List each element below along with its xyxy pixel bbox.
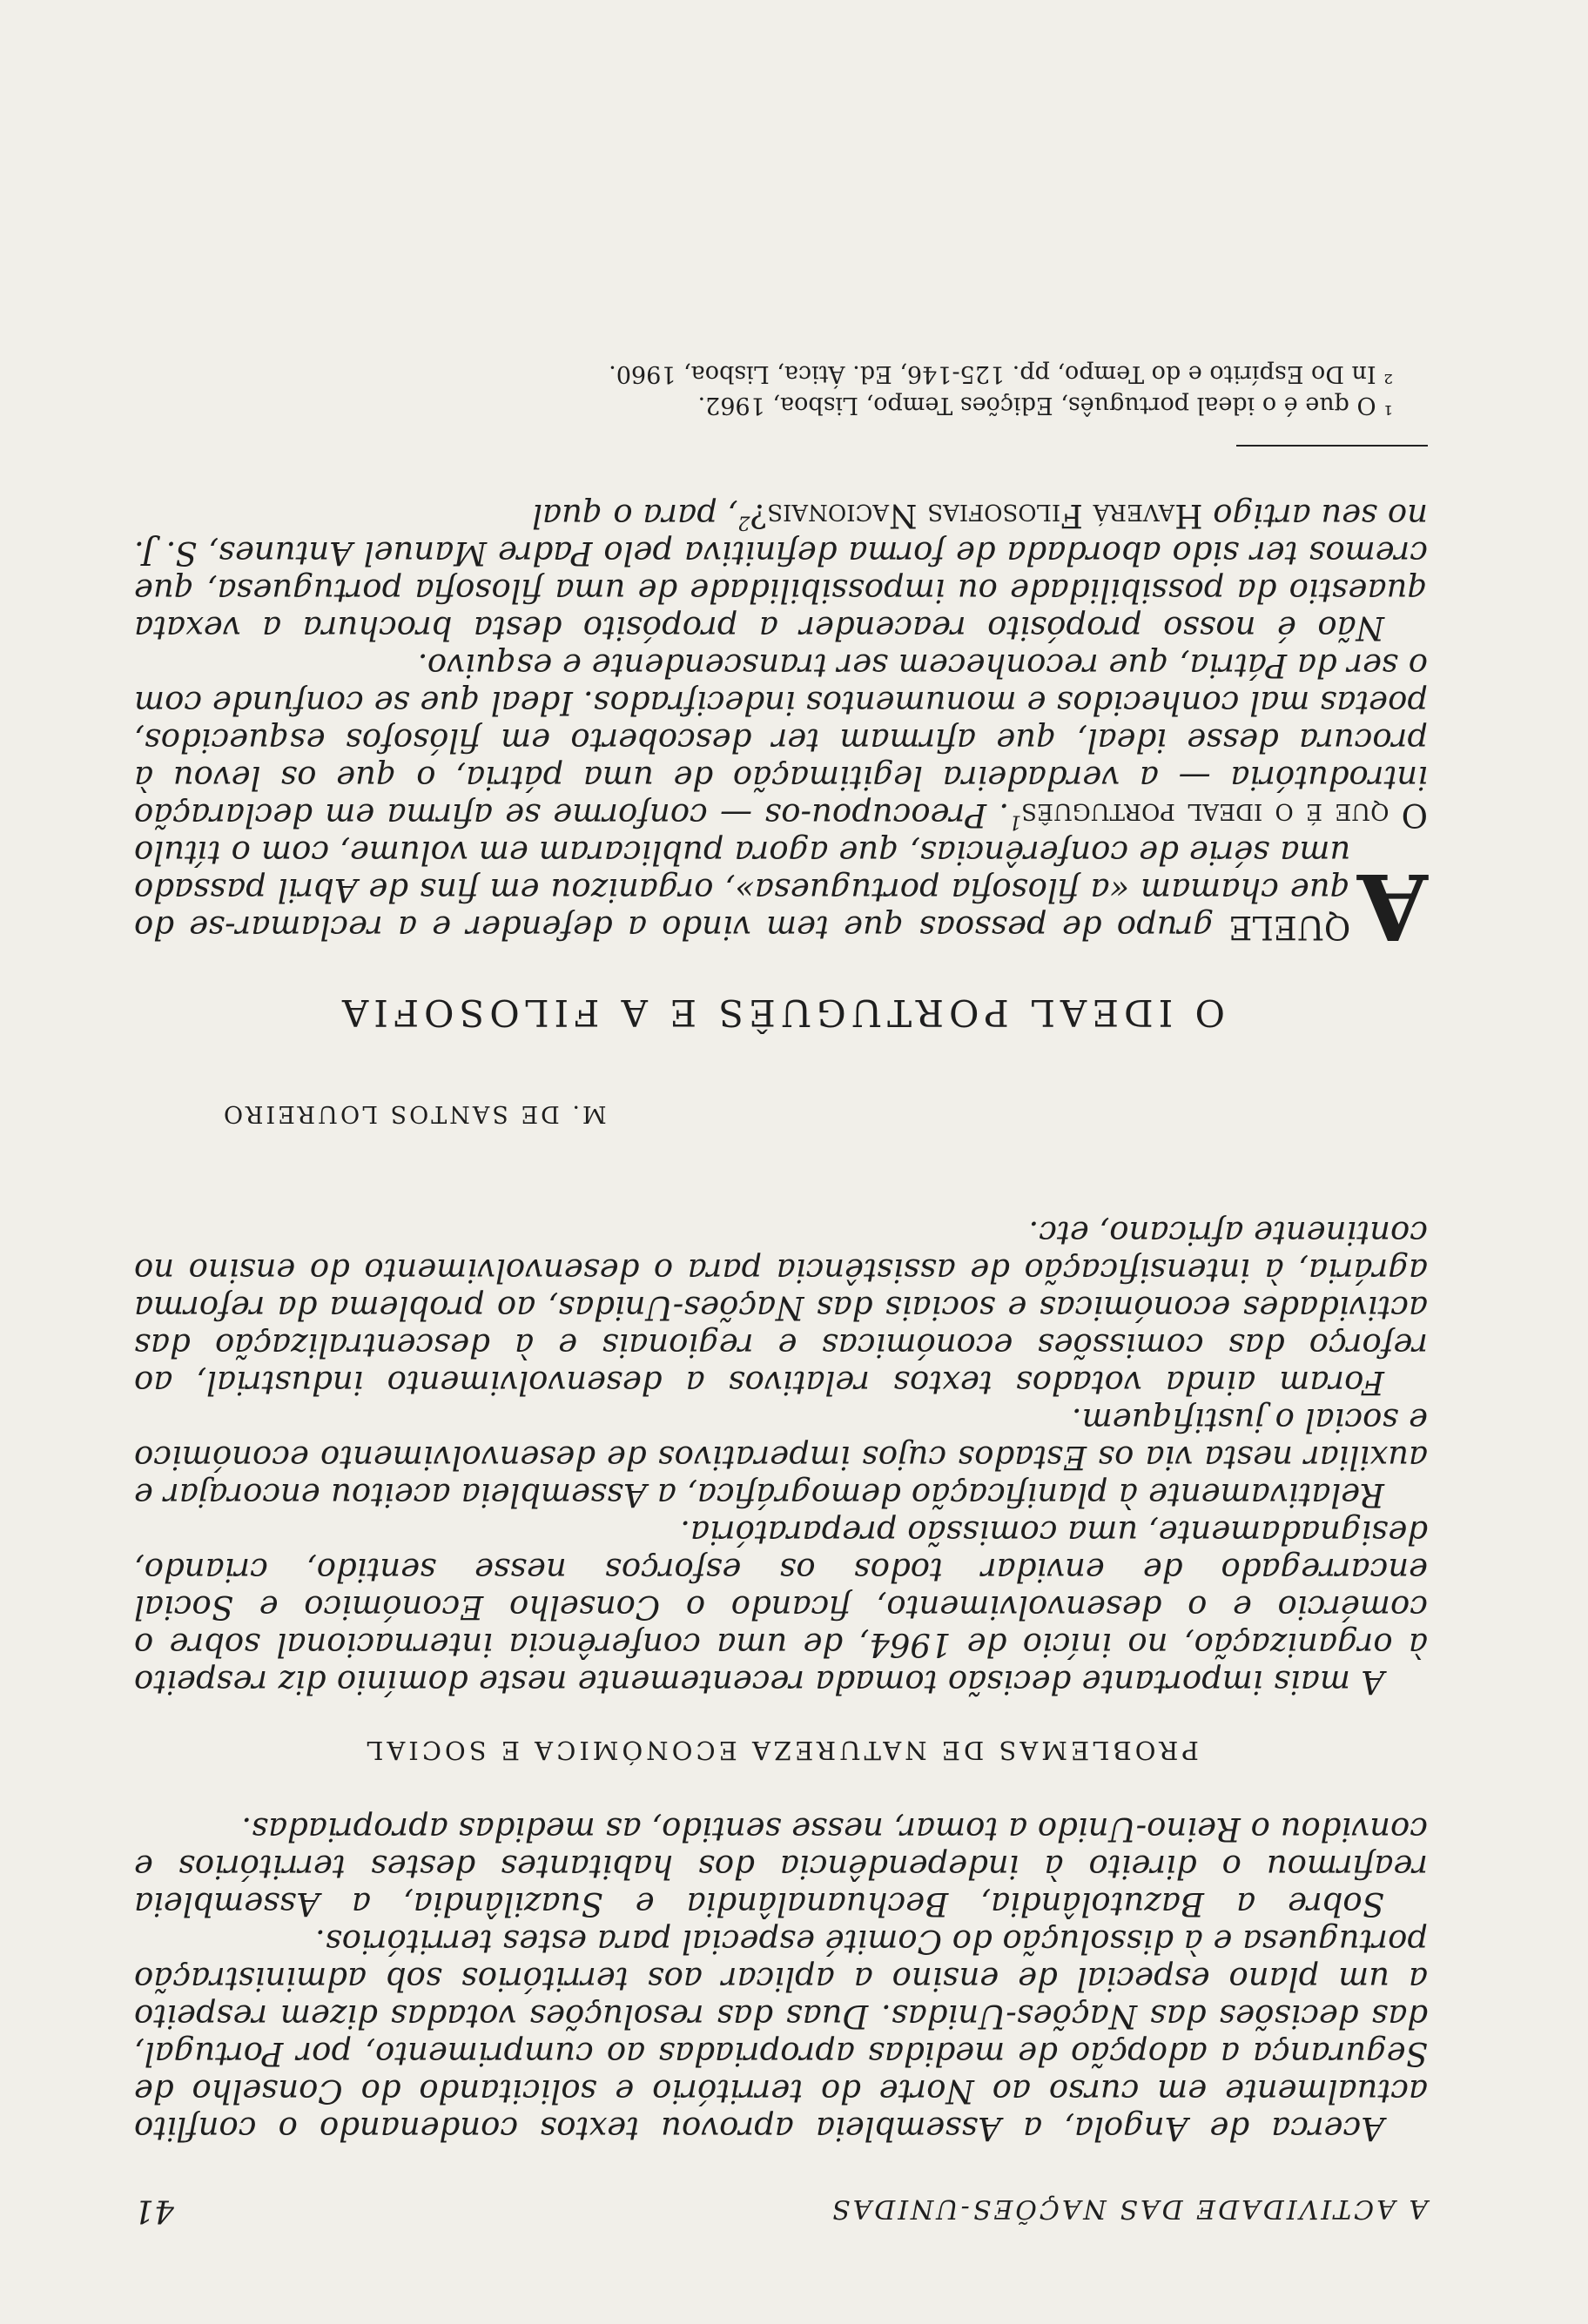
article-author: M. DE SANTOS LOUREIRO: [221, 1100, 607, 1127]
paragraph-bazutolandia: Sobre a Bazutolândia, Bechuanalândia e Suazilândia, a Assembleia reafirmou o direito à independência dos habitantes destes territórios e convidou o Reino-Unido a tomar, nesse sentido, as medidas apropriadas.: [134, 1810, 1428, 1923]
footnote-rule: [1236, 445, 1428, 447]
opening-text-1: grupo de pessoas que tem vindo a defender e a reclamar-se do que chamam «a filosofia portuguesa», organizou em fins de Abril passado uma série de conferências, que agora publicaram em volume, com o título: [134, 834, 1351, 946]
text-column: [134, 358, 1428, 2228]
paragraph-proposito: [134, 497, 1428, 647]
paragraph-demografia: Relativamente à planificação demográfica, a Assembleia aceitou encorajar e auxiliar nesta via os Estados cujos imperativos de desenvolvimento económico e social o justifiquem.: [134, 1401, 1428, 1514]
paragraph-opening: [134, 647, 1428, 960]
footnote-ref-2[interactable]: 2: [737, 511, 750, 534]
paragraph-textos-votados: Foram ainda votados textos relativos a desenvolvimento industrial, ao reforço das comissões económicas e regionais e à descentralização das actividades económicas e sociais das Nações-Unidas, ao problema da reforma agrária, à intensificação de assistência para o desenvolvimento do ensino no continente africano, etc.: [134, 1214, 1428, 1401]
drop-cap-continuation: QUELE: [1228, 909, 1351, 946]
page-number: 41: [134, 2193, 174, 2228]
proposito-text-2: , para o qual: [532, 497, 738, 534]
footnote-ref-1[interactable]: 1: [1009, 810, 1022, 834]
footnote-1: ¹ O que é o ideal português, Edições Tempo, Lisboa, 1962.: [697, 392, 1393, 419]
running-head-title: A ACTIVIDADE DAS NAÇÕES-UNIDAS: [829, 2193, 1428, 2224]
book-title-reference: O que é o ideal português: [1021, 796, 1428, 834]
running-head: [134, 2193, 1428, 2228]
proposito-text-1: Não é nosso propósito reacender a propósito desta brochura a vexata quaestio da possibilidade ou impossibilidade de uma filosofia portuguesa, que cremos ter sido abordada de forma definitiva pelo Padre Manuel Antunes, S. J. no seu artigo: [134, 497, 1428, 647]
drop-cap: A: [1357, 853, 1428, 960]
paragraph-conferencia: A mais importante decisão tomada recentemente neste domínio diz respeito à organização, no início de 1964, de uma conferência internacional sobre o comércio e o desenvolvimento, ficando o Conselho Económico e Social encarregado de envidar todos os esforços nesse sentido, criando, designadamente, uma comissão preparatória.: [134, 1514, 1428, 1701]
paragraph-angola: Acerca de Angola, a Assembleia aprovou textos condenando o conflito actualmente em curso ao Norte do território e solicitando do Conselho de Segurança a adopção de medidas apropriadas ao cumprimento, por Portugal, das decisões das Nações-Unidas. Duas das resoluções votadas dizem respeito a um plano especial de ensino a aplicar aos territórios sob administração portuguesa e à dissolução do Comité especial para estes territórios.: [134, 1923, 1428, 2147]
article-reference: Haverá Filosofias Nacionais?: [750, 497, 1203, 534]
article-title: O IDEAL PORTUGUÊS E A FILOSOFIA: [337, 991, 1226, 1034]
opening-text-2: . Preocupou-os — conforme se afirma em declaração introdutória — a verdadeira legitimação de uma pátria, o que os levou à procura desse ideal, que afirmam ter descoberto em filósofos esquecidos, poetas mal conhecidos e monumentos indecifrados. Ideal que se confunde com o ser da Pátria, que reconhecem ser transcendente e esquivo.: [134, 647, 1428, 834]
section-heading: PROBLEMAS DE NATUREZA ECONÓMICA E SOCIAL: [363, 1736, 1199, 1765]
footnote-2: ² In Do Espírito e do Tempo, pp. 125-146, Ed. Ática, Lisboa, 1960.: [609, 360, 1393, 387]
